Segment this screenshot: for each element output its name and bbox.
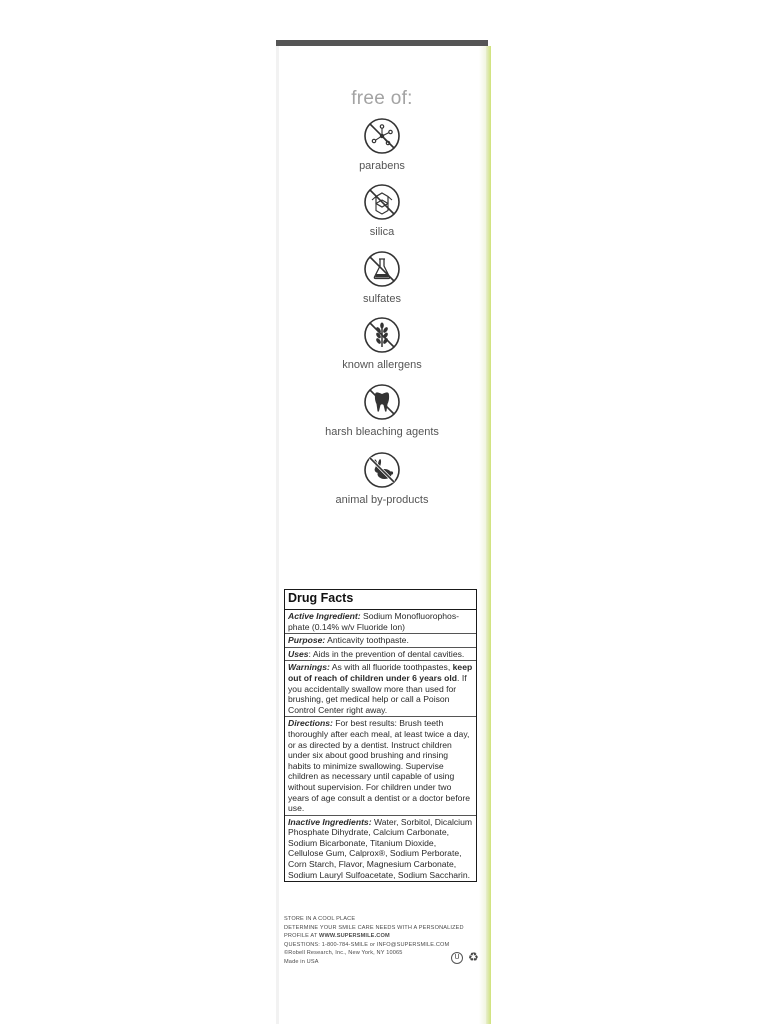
free-of-item-known-allergens [278, 316, 486, 371]
warning-emphasis: keep out of reach of children under 6 years old [288, 662, 473, 683]
drug-facts-inactive-ingredients [285, 816, 476, 882]
section-heading: Inactive Ingredients: [288, 816, 372, 827]
section-text: : Aids in the prevention of dental cavities. [308, 648, 465, 659]
profile-prefix: PROFILE AT [284, 933, 320, 940]
free-of-label: harsh bleaching agents [325, 426, 439, 438]
free-of-label: parabens [359, 160, 405, 172]
free-of-item-parabens [278, 117, 486, 172]
rabbit-icon [363, 451, 401, 489]
free-of-label: sulfates [363, 293, 401, 305]
recycle-icon: ♻ [468, 950, 479, 964]
kosher-certification-icon: U [451, 952, 463, 964]
free-of-item-sulfates [278, 250, 486, 305]
free-of-label: animal by-products [335, 494, 429, 506]
wheat-icon [363, 316, 401, 354]
section-heading: Directions: [288, 718, 333, 729]
molecule-icon [363, 117, 401, 155]
section-text: As with all fluoride toothpastes, [329, 662, 451, 673]
website-url: WWW.SUPERSMILE.COM [319, 933, 390, 940]
drug-facts-warnings [285, 661, 476, 717]
drug-facts-panel [284, 589, 477, 882]
section-heading: Uses [288, 648, 309, 659]
drug-facts-active-ingredient [285, 610, 476, 634]
profile-note: DETERMINE YOUR SMILE CARE NEEDS WITH A PERSONALIZED [284, 924, 464, 931]
box-lime-edge [486, 46, 491, 1024]
free-of-title: free of: [351, 88, 413, 109]
questions-line: QUESTIONS: 1-800-784-SMILE or INFO@SUPERSMILE.COM [284, 941, 450, 948]
tooth-icon [363, 383, 401, 421]
flask-icon [363, 250, 401, 288]
free-of-label: known allergens [342, 359, 422, 371]
section-heading: Purpose: [288, 635, 326, 646]
storage-note: STORE IN A COOL PLACE [284, 916, 356, 922]
drug-facts-title: Drug Facts [285, 590, 476, 610]
section-text: Sodium Monofluorophos-phate (0.14% w/v Fluoride Ion) [288, 611, 459, 632]
section-text: . If you accidentally swallow more than used for brushing, get medical help or call a Poison Control Center right away. [288, 672, 467, 715]
free-of-item-animal-by-products [278, 451, 486, 506]
section-text: For best results: Brush teeth thoroughly after each meal, at least twice a day, or as directed by a dentist. Instruct children under six about good brushing and rinsing habits to minimize swallowing. Supervise children as necessary until capable of using without supervision. For children under two years of age consult a dentist or a doctor before use. [288, 718, 471, 814]
box-top-edge [276, 40, 488, 46]
free-of-item-harsh-bleaching-agents [278, 383, 486, 438]
drug-facts-uses [285, 648, 476, 662]
drug-facts-directions [285, 717, 476, 815]
made-in-line: Made in USA [284, 958, 319, 965]
section-text: Anticavity toothpaste. [325, 635, 409, 646]
section-text: Water, Sorbitol, Dicalcium Phosphate Dihydrate, Calcium Carbonate, Sodium Bicarbonate, Titanium Dioxide, Cellulose Gum, Calprox®, Sodium Perborate, Corn Starch, Flavor, Magnesium Carbonate, Sodium Lauryl Sulfoacetate, Sodium Saccharin. [288, 816, 473, 880]
section-heading: Active Ingredient: [288, 611, 361, 621]
copyright-line: ©Robell Research, Inc., New York, NY 10065 [284, 950, 403, 957]
free-of-label: silica [369, 226, 395, 238]
hexagon-lattice-icon [363, 183, 401, 221]
profile-url-line [284, 932, 484, 941]
drug-facts-purpose [285, 634, 476, 648]
section-heading: Warnings: [288, 662, 330, 673]
free-of-item-silica [278, 183, 486, 238]
